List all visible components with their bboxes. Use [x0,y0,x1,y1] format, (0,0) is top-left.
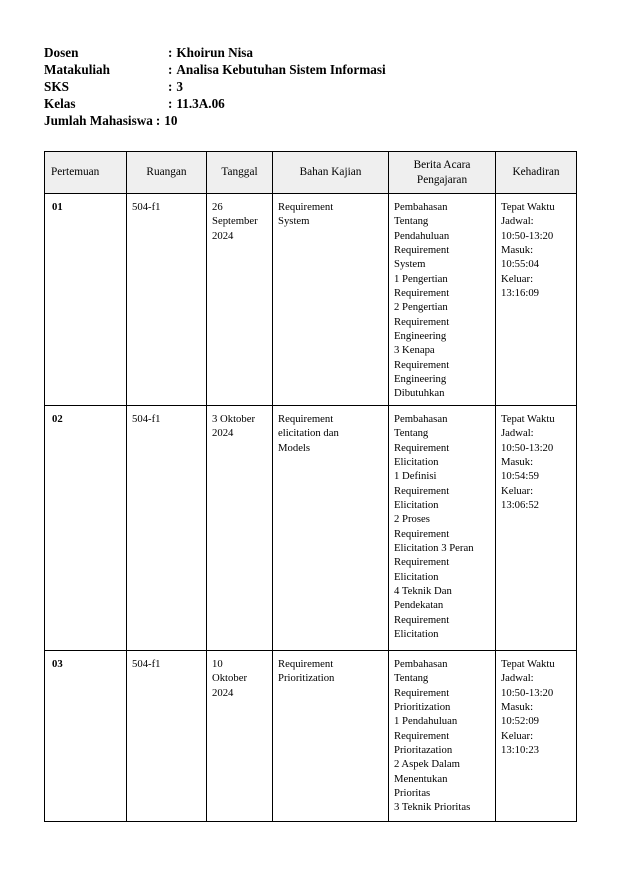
cell-line: Prioritazation [394,744,453,757]
cell-line: Requirement [394,315,450,328]
cell-line: September [212,215,258,228]
cell-line: 10:50-13:20 [501,229,554,242]
cell-line: 10:50-13:20 [501,441,554,454]
cell-line: 1 Pendahuluan [394,715,458,728]
cell-line: Pendahuluan [394,229,450,242]
info-label: Kelas [44,96,76,111]
cell-line: Tentang [394,215,429,228]
cell-line: Oktober [212,672,248,685]
cell-bahan-kajian [273,406,389,651]
cell-line: Requirement [394,686,450,699]
info-kelas [44,95,386,112]
cell-kehadiran [496,406,577,651]
cell-tanggal [207,651,273,822]
info-value: Khoirun Nisa [176,45,253,60]
cell-line: Jadwal: [501,672,534,685]
cell-ruangan: 504-f1 [127,406,207,651]
cell-line: Tepat Waktu [501,658,555,670]
cell-line: Prioritization [394,701,451,714]
info-sks [44,78,386,95]
cell-line: Keluar: [501,272,534,285]
info-value: 3 [176,79,183,94]
cell-line: 4 Teknik Dan [394,585,452,598]
cell-line: 1 Definisi [394,470,437,483]
cell-tanggal [207,406,273,651]
cell-pertemuan: 01 [45,194,127,406]
cell-line: Prioritas [394,787,431,800]
cell-line: Tepat Waktu [501,201,555,213]
cell-line: 2024 [212,686,234,699]
header-pertemuan: Pertemuan [45,152,127,194]
cell-berita-acara [389,651,496,822]
cell-berita-acara [389,406,496,651]
cell-line: Elicitation [394,570,439,583]
info-matakuliah [44,61,386,78]
cell-line: Requirement [278,658,334,670]
cell-line: Requirement [278,413,334,425]
info-jumlah-mahasiswa [44,112,386,129]
cell-line: Keluar: [501,484,534,497]
header-kehadiran: Kehadiran [496,152,577,194]
cell-line: 1 Pengertian [394,272,448,285]
info-separator: : [168,45,173,60]
header-berita-acara: Berita Acara Pengajaran [389,152,496,194]
cell-line: Requirement [278,201,334,213]
cell-line: Requirement [394,613,450,626]
info-label: Jumlah Mahasiswa [44,113,153,128]
info-separator: : [168,96,173,111]
cell-line: 3 Oktober [212,413,256,425]
cell-line: Menentukan [394,772,448,785]
cell-line: System [278,215,310,228]
cell-line: Requirement [394,441,450,454]
cell-line: Requirement [394,527,450,540]
info-value: 11.3A.06 [176,96,225,111]
cell-line: Masuk: [501,701,534,714]
cell-line: Pembahasan [394,413,448,425]
cell-line: Masuk: [501,456,534,469]
table-row [45,194,577,406]
cell-line: Masuk: [501,244,534,257]
cell-line: Requirement [394,729,450,742]
cell-line: Elicitation [394,499,439,512]
info-value: 10 [164,113,178,128]
cell-line: 3 Kenapa [394,344,435,357]
cell-line: 2 Aspek Dalam [394,758,460,771]
cell-line: Jadwal: [501,427,534,440]
cell-line: 2 Proses [394,513,430,526]
cell-pertemuan: 02 [45,406,127,651]
cell-line: Jadwal: [501,215,534,228]
info-separator: : [155,113,161,128]
cell-line: 10 [212,658,223,670]
cell-line: Keluar: [501,729,534,742]
cell-tanggal [207,194,273,406]
cell-ruangan: 504-f1 [127,194,207,406]
info-label: Matakuliah [44,62,110,77]
cell-line: System [394,258,426,271]
info-label: SKS [44,79,69,94]
cell-line: 10:54:59 [501,470,540,483]
cell-line: 13:10:23 [501,744,540,757]
cell-line: 2024 [212,427,234,440]
cell-line: Requirement [394,556,450,569]
cell-line: 10:50-13:20 [501,686,554,699]
table-header-row [45,152,577,194]
attendance-table [44,151,577,822]
cell-kehadiran [496,651,577,822]
cell-line: Tentang [394,672,429,685]
table-row [45,406,577,651]
header-tanggal: Tanggal [207,152,273,194]
cell-line: Engineering [394,373,447,386]
cell-line: Models [278,441,311,454]
info-label: Dosen [44,45,79,60]
table-row [45,651,577,822]
cell-line: 10:55:04 [501,258,540,271]
info-value: Analisa Kebutuhan Sistem Informasi [176,62,386,77]
cell-line: elicitation dan [278,427,339,440]
cell-line: 3 Teknik Prioritas [394,801,471,814]
cell-line: 13:16:09 [501,287,540,300]
cell-line: Pendekatan [394,599,444,612]
cell-line: Tepat Waktu [501,413,555,425]
cell-line: Pembahasan [394,658,448,670]
cell-bahan-kajian [273,194,389,406]
course-info [44,44,386,129]
cell-line: Elicitation [394,456,439,469]
cell-line: Requirement [394,484,450,497]
cell-line: Engineering [394,330,447,343]
info-dosen [44,44,386,61]
cell-line: Prioritization [278,672,335,685]
cell-line: Dibutuhkan [394,387,445,400]
cell-line: 10:52:09 [501,715,540,728]
header-bahan-kajian: Bahan Kajian [273,152,389,194]
cell-line: 26 [212,201,223,213]
cell-berita-acara [389,194,496,406]
cell-line: 13:06:52 [501,499,540,512]
info-separator: : [168,62,173,77]
cell-pertemuan: 03 [45,651,127,822]
cell-line: Tentang [394,427,429,440]
cell-bahan-kajian [273,651,389,822]
cell-line: Elicitation [394,628,439,641]
cell-line: 2 Pengertian [394,301,448,314]
header-ruangan: Ruangan [127,152,207,194]
cell-line: Pembahasan [394,201,448,213]
cell-line: Requirement [394,244,450,257]
info-separator: : [168,79,173,94]
cell-line: Requirement [394,287,450,300]
cell-line: Requirement [394,358,450,371]
cell-line: 2024 [212,229,234,242]
cell-ruangan: 504-f1 [127,651,207,822]
cell-line: Elicitation 3 Peran [394,542,474,555]
cell-kehadiran [496,194,577,406]
